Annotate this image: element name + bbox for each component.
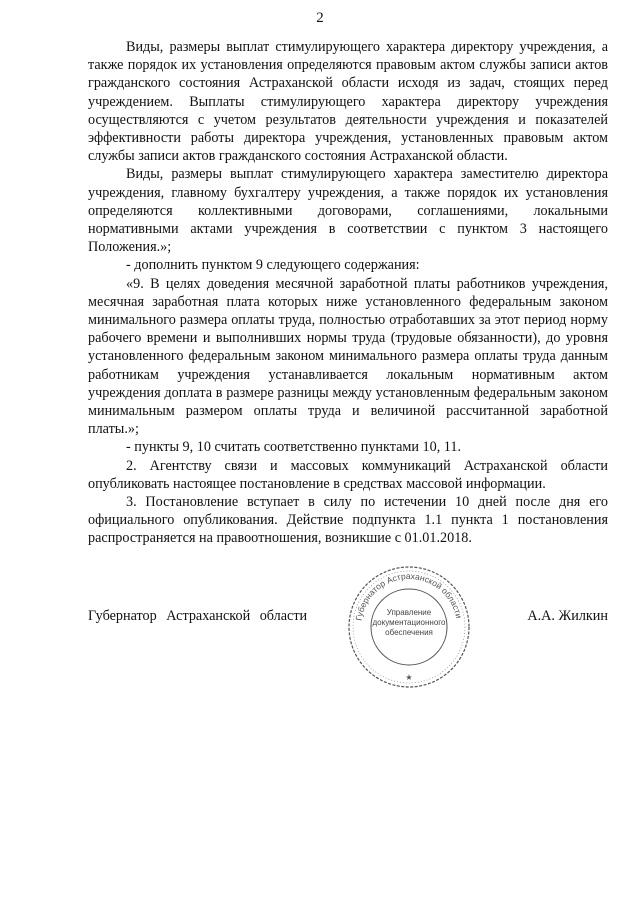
paragraph-item-9-text: «9. В целях доведения месячной заработной платы работников учреждения, месячная заработная плата которых ниже установленного федеральным законом минимального размера оплаты труда, полностью отработавших за этот период норму рабочего времени и выполнивших нормы труда (трудовые обязанности), до уровня установленного федеральным законом минимального размера оплаты труда данным работникам учреждения устанавливается локальным нормативным актом учреждения доплата в размере разницы между установленным федеральным законом минимальным размером оплаты труда и величиной рассчитанной заработной платы.»; xyxy=(88,275,608,438)
signatory-title: Губернатор Астраханской области xyxy=(88,608,308,624)
signatory-name: А.А. Жилкин xyxy=(527,608,608,624)
document-body xyxy=(88,38,608,548)
svg-text:★: ★ xyxy=(405,673,413,682)
seal-center-text: Управление документационного обеспечения xyxy=(372,608,446,637)
paragraph-director-incentives: Виды, размеры выплат стимулирующего характера директору учреждения, а также порядок их установления определяются правовым актом службы записи актов гражданского состояния Астраханской области исходя из задач, стоящих перед учреждением. Выплаты стимулирующего характера директору учреждения осуществляются с учетом результатов деятельности учреждения и показателей эффективности работы директора учреждения, установленных правовым актом службы записи актов гражданского состояния Астраханской области. xyxy=(88,39,608,165)
paragraph-renumber-items: - пункты 9, 10 считать соответственно пунктами 10, 11. xyxy=(126,439,461,456)
paragraph-deputy-incentives: Виды, размеры выплат стимулирующего характера заместителю директора учреждения, главному бухгалтеру учреждения, а также порядок их установления определяются коллективными договорами, соглашениями, локальными нормативными актами учреждения в соответствии с пунктом 3 настоящего Положения.»; xyxy=(88,166,608,256)
seal-ring-text: Губернатор Астраханской области xyxy=(353,570,465,622)
paragraph-effective-date: 3. Постановление вступает в силу по истечении 10 дней после дня его официального опубликования. Действие подпункта 1.1 пункта 1 постановления распространяется на правоотношения, возникшие с 01.01.2018. xyxy=(88,494,608,547)
paragraph-publication: 2. Агентству связи и массовых коммуникаций Астраханской области опубликовать настоящее постановление в средствах массовой информации. xyxy=(88,457,608,492)
page-number: 2 xyxy=(316,10,324,26)
paragraph-add-item-9: - дополнить пунктом 9 следующего содержания: xyxy=(126,257,420,274)
